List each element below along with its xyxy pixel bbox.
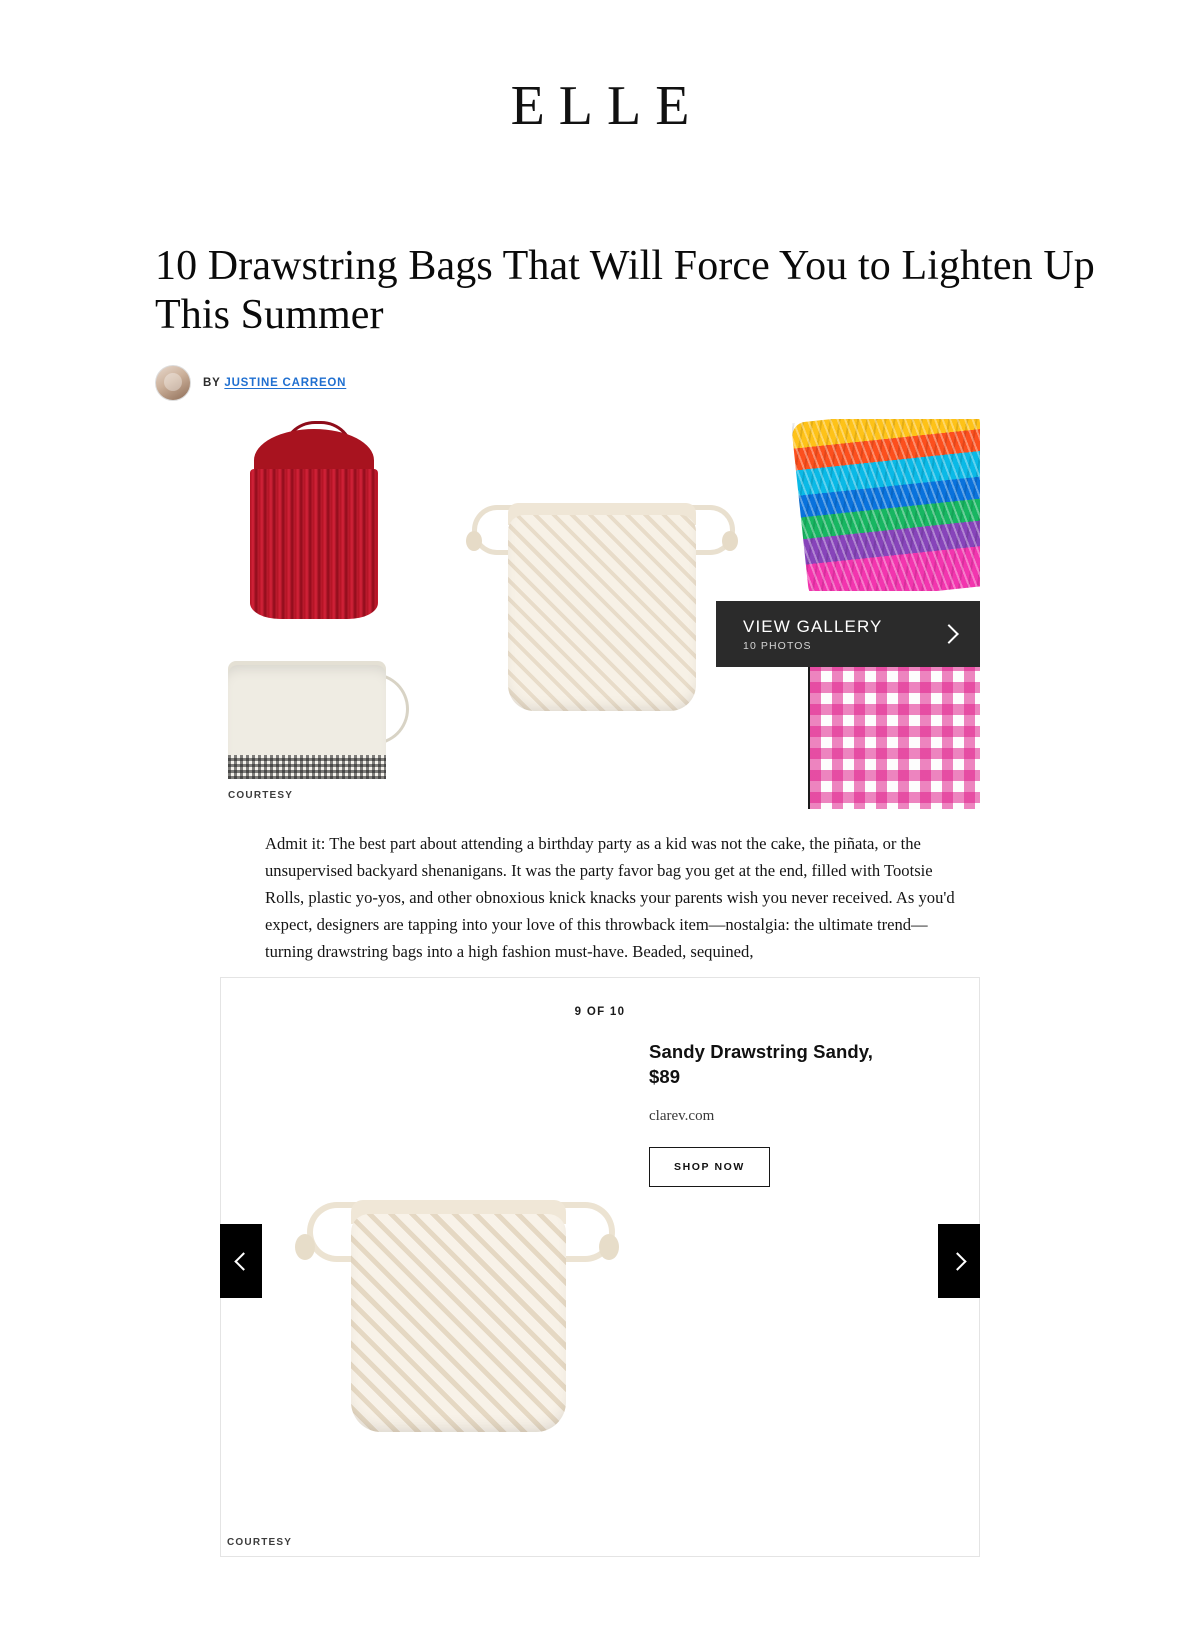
slide-counter: 9 OF 10	[574, 1006, 626, 1019]
article-header	[95, 242, 1105, 401]
hero-image-rainbow-sequin-bag	[792, 419, 980, 591]
product-title: Sandy Drawstring Sandy, $89	[649, 1041, 874, 1088]
author-link[interactable]: JUSTINE CARREON	[224, 377, 347, 390]
site-masthead	[0, 0, 1200, 137]
avatar	[155, 365, 191, 401]
chevron-right-icon	[948, 1252, 966, 1270]
view-gallery-label: VIEW GALLERY	[743, 617, 883, 637]
product-image-macrame-bag	[291, 1128, 621, 1458]
view-gallery-count: 10 PHOTOS	[743, 639, 812, 652]
chevron-right-icon	[939, 625, 959, 645]
hero-gallery[interactable]	[220, 419, 980, 809]
product-slideshow	[220, 977, 980, 1557]
byline	[203, 377, 346, 389]
product-info	[649, 1040, 899, 1187]
product-retailer: clarev.com	[649, 1108, 715, 1125]
byline-row	[155, 365, 1105, 401]
hero-credit: COURTESY	[228, 790, 294, 802]
slide-credit: COURTESY	[227, 1537, 293, 1549]
hero-image-cream-pouch	[220, 651, 416, 809]
chevron-left-icon	[234, 1252, 252, 1270]
shop-now-button[interactable]: SHOP NOW	[649, 1147, 770, 1187]
byline-prefix: BY	[203, 377, 221, 390]
elle-logo[interactable]: ELLE	[510, 75, 704, 137]
slideshow-next-button[interactable]	[938, 1224, 980, 1298]
slideshow-prev-button[interactable]	[220, 1224, 262, 1298]
article-body: Admit it: The best part about attending a birthday party as a kid was not the cake, the piñata, or the unsupervised backyard shenanigans. It was the party favor bag you get at the end, filled with Tootsie Rolls, plastic yo-yos, and other obnoxious knick knacks your parents wish you never received. As you'd expect, designers are tapping into your love of this throwback item—nostalgia: the ultimate trend—turning drawstring bags into a high fashion must-have. Beaded, sequined,	[265, 834, 955, 961]
hero-image-red-fringe-bag	[220, 419, 416, 647]
page-title: 10 Drawstring Bags That Will Force You to Lighten Up This Summer	[155, 243, 1095, 338]
view-gallery-button[interactable]	[716, 601, 980, 667]
